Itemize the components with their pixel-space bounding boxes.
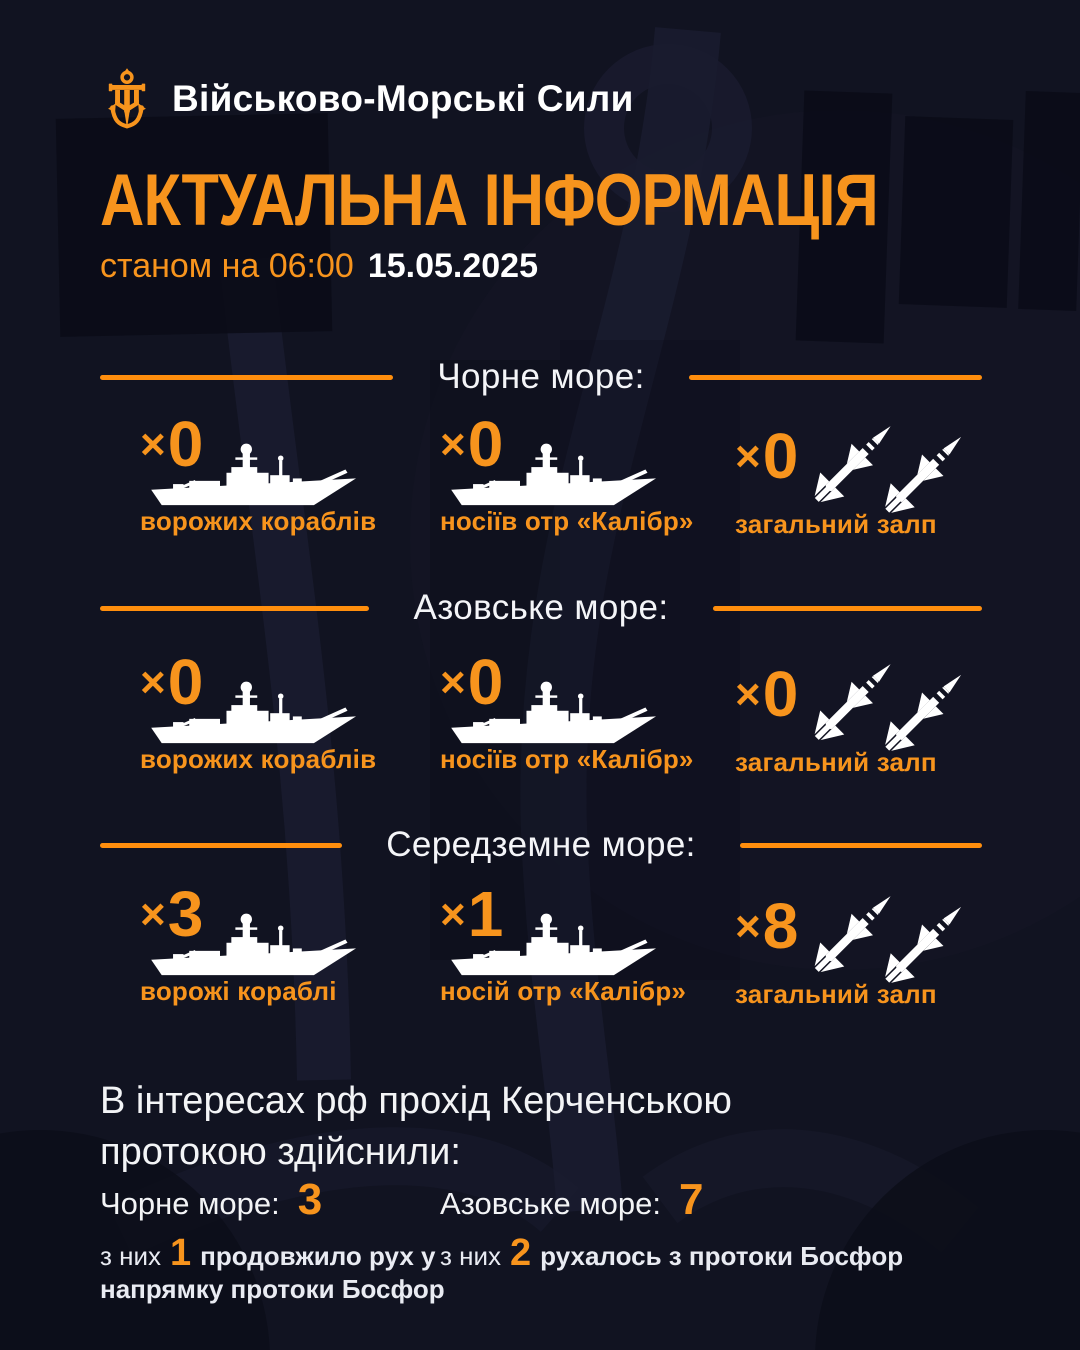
stat-kalibr-carriers — [440, 408, 702, 542]
stat-label: ворожих кораблів — [140, 506, 377, 536]
stat-count: ×3 — [140, 878, 202, 950]
stat-label: ворожих кораблів — [140, 744, 377, 774]
as-of-time: станом на 06:00 — [100, 247, 354, 285]
note-value: 1 — [170, 1232, 192, 1274]
kerch-sea-line — [440, 1175, 1020, 1224]
stat-label: носій отр «Калібр» — [440, 976, 687, 1006]
stat-enemy-ships — [140, 878, 402, 1012]
stat-total-salvo — [735, 420, 997, 542]
stat-enemy-ships — [140, 408, 402, 542]
warship-icon — [448, 442, 660, 510]
divider-line — [100, 606, 369, 611]
stat-count: ×0 — [735, 658, 797, 730]
sea-total: 7 — [678, 1175, 704, 1224]
warship-icon — [448, 912, 660, 980]
divider-line — [713, 606, 982, 611]
stat-kalibr-carriers — [440, 646, 702, 780]
stat-count: ×1 — [440, 878, 502, 950]
brand-name: Військово-Морські Сили — [172, 78, 634, 119]
divider-line — [740, 843, 982, 848]
section-title: Азовське море: — [413, 588, 669, 627]
section-header-black-sea — [100, 354, 982, 400]
kerch-heading: В інтересах рф прохід Керченською протокою здійснили: — [100, 1080, 732, 1174]
kerch-column-black-sea — [100, 1175, 470, 1305]
stat-label: ворожі кораблі — [140, 976, 337, 1006]
note-prefix: з них — [100, 1241, 162, 1271]
stat-count: ×0 — [440, 408, 502, 480]
note-suffix: рухалось з протоки Босфор — [540, 1241, 904, 1271]
stat-label: носіїв отр «Калібр» — [440, 506, 694, 536]
divider-line — [100, 375, 393, 380]
stat-enemy-ships — [140, 646, 402, 780]
stat-label: загальний залп — [735, 979, 937, 1009]
note-prefix: з них — [440, 1241, 502, 1271]
stat-label: носіїв отр «Калібр» — [440, 744, 694, 774]
page-title: АКТУАЛЬНА ІНФОРМАЦІЯ — [100, 160, 878, 241]
note-suffix: продовжило рух у напрямку протоки Босфор — [100, 1241, 445, 1304]
stat-count: ×0 — [140, 408, 202, 480]
stat-count: ×0 — [735, 420, 797, 492]
navy-anchor-trident-icon — [106, 60, 148, 138]
kerch-column-azov-sea — [440, 1175, 1020, 1274]
stat-total-salvo — [735, 890, 997, 1012]
stat-count: ×0 — [440, 646, 502, 718]
warship-icon — [448, 680, 660, 748]
kerch-sea-line — [100, 1175, 470, 1224]
warship-icon — [148, 442, 360, 510]
section-title: Чорне море: — [437, 357, 645, 396]
as-of-row — [100, 247, 538, 286]
stat-count: ×8 — [735, 890, 797, 962]
stat-total-salvo — [735, 658, 997, 780]
stat-label: загальний залп — [735, 509, 937, 539]
brand-header — [106, 60, 634, 138]
warship-icon — [148, 680, 360, 748]
stat-label: загальний залп — [735, 747, 937, 777]
stat-kalibr-carriers — [440, 878, 702, 1012]
missiles-icon — [793, 654, 979, 754]
section-header-azov-sea — [100, 585, 982, 631]
section-title: Середземне море: — [386, 825, 696, 864]
missiles-icon — [793, 416, 979, 516]
sea-name: Азовське море: — [440, 1186, 661, 1221]
divider-line — [689, 375, 982, 380]
kerch-note — [440, 1234, 1020, 1273]
report-date: 15.05.2025 — [367, 247, 538, 285]
note-value: 2 — [510, 1232, 532, 1274]
divider-line — [100, 843, 342, 848]
sea-name: Чорне море: — [100, 1186, 280, 1221]
warship-icon — [148, 912, 360, 980]
kerch-note — [100, 1234, 470, 1305]
section-header-mediterranean-sea — [100, 822, 982, 868]
stat-count: ×0 — [140, 646, 202, 718]
missiles-icon — [793, 886, 979, 986]
sea-total: 3 — [297, 1175, 323, 1224]
